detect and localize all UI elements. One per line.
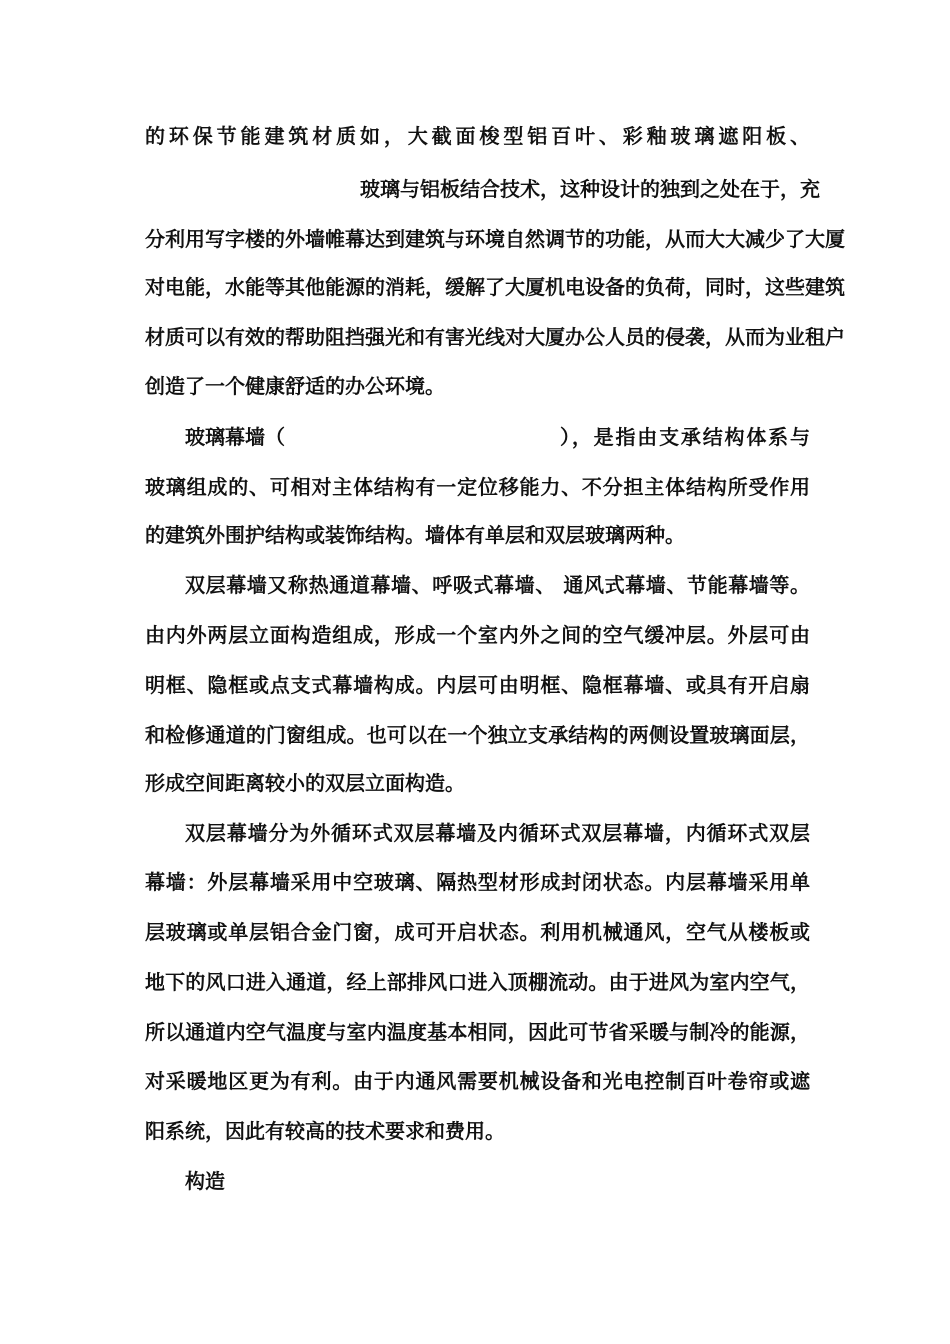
paragraph-line: 由内外两层立面构造组成，形成一个室内外之间的空气缓冲层。外层可由: [145, 623, 810, 647]
paragraph-line: 阳系统，因此有较高的技术要求和费用。: [145, 1119, 505, 1143]
paragraph-line: 创造了一个健康舒适的办公环境。: [145, 374, 445, 398]
paragraph-line: 的环保节能建筑材质如，大截面梭型铝百叶、彩釉玻璃遮阳板、: [145, 124, 810, 148]
paragraph-line: 对电能，水能等其他能源的消耗，缓解了大厦机电设备的负荷，同时，这些建筑: [145, 275, 845, 299]
paragraph-line: 玻璃组成的、可相对主体结构有一定位移能力、不分担主体结构所受作用: [145, 475, 810, 499]
paragraph-line: 玻璃与铝板结合技术，这种设计的独到之处在于，充: [360, 177, 820, 201]
paragraph-line: 分利用写字楼的外墙帷幕达到建筑与环境自然调节的功能，从而大大减少了大厦: [145, 227, 845, 251]
paragraph-line: 所以通道内空气温度与室内温度基本相同，因此可节省采暖与制冷的能源，: [145, 1020, 810, 1044]
paragraph-line: 地下的风口进入通道，经上部排风口进入顶棚流动。由于进风为室内空气，: [145, 970, 810, 994]
paragraph-line: 幕墙：外层幕墙采用中空玻璃、隔热型材形成封闭状态。内层幕墙采用单: [145, 870, 810, 894]
paragraph-line: 的建筑外围护结构或装饰结构。墙体有单层和双层玻璃两种。: [145, 523, 685, 547]
paragraph-line: 形成空间距离较小的双层立面构造。: [145, 771, 465, 795]
paragraph-line: 材质可以有效的帮助阻挡强光和有害光线对大厦办公人员的侵袭，从而为业租户: [145, 325, 845, 349]
paragraph-line: 双层幕墙又称热通道幕墙、呼吸式幕墙、 通风式幕墙、节能幕墙等。: [185, 573, 810, 597]
paragraph-line: 双层幕墙分为外循环式双层幕墙及内循环式双层幕墙，内循环式双层: [185, 821, 810, 845]
paragraph-line: 明框、隐框或点支式幕墙构成。内层可由明框、隐框幕墙、或具有开启扇: [145, 673, 810, 697]
paragraph-line: 玻璃幕墙（: [185, 425, 285, 449]
paragraph-line: 层玻璃或单层铝合金门窗，成可开启状态。利用机械通风，空气从楼板或: [145, 920, 810, 944]
paragraph-line: 对采暖地区更为有利。由于内通风需要机械设备和光电控制百叶卷帘或遮: [145, 1069, 810, 1093]
paragraph-line: 和检修通道的门窗组成。也可以在一个独立支承结构的两侧设置玻璃面层，: [145, 723, 810, 747]
section-heading: 构造: [185, 1169, 225, 1193]
paragraph-line: ），是指由支承结构体系与: [560, 425, 810, 449]
